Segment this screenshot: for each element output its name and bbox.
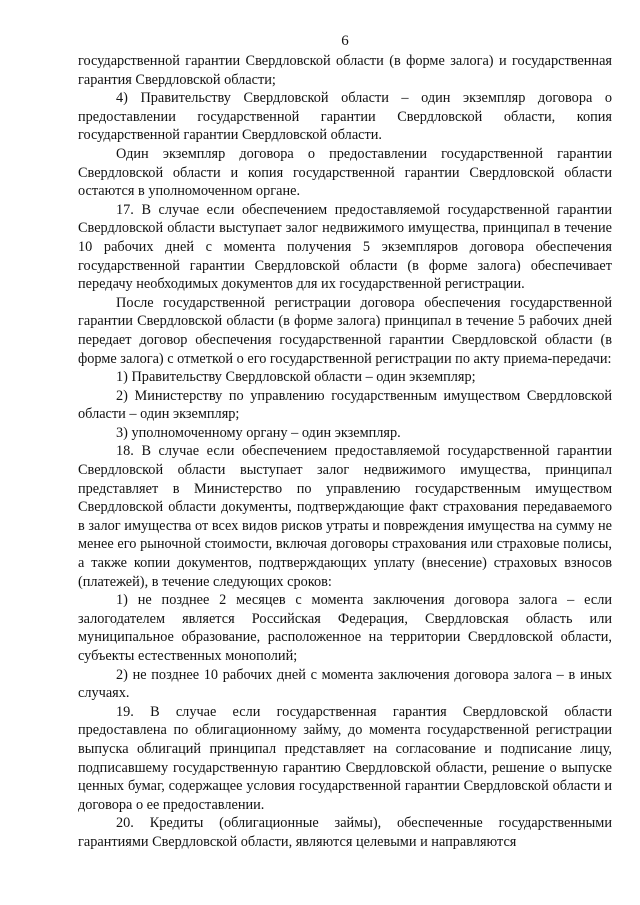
clause-18: 18. В случае если обеспечением предоставляемой государственной гарантии Свердловской области выступает залог недвижимого имущества, принципал представляет в Министерство по управлению государственным имуществом Свердловской области документы, подтверждающие факт страхования передаваемого в залог имущества от всех видов рисков утраты и повреждения имущества на сумму не менее его рыночной стоимости, включая договоры страхования или страховые полисы, а также копии документов, подтверждающих уплату (внесение) страховых взносов (платежей), в течение следующих сроков: <box>78 443 612 590</box>
clause-20: 20. Кредиты (облигационные займы), обеспеченные государственными гарантиями Свердловской области, являются целевыми и направляются <box>78 815 612 850</box>
list-item-4-government: 4) Правительству Свердловской области – один экземпляр договора о предоставлении государственной гарантии Свердловской области, копия государственной гарантии Свердловской области. <box>78 90 612 144</box>
paragraph-guarantee-continuation: государственной гарантии Свердловской области (в форме залога) и государственная гарантия Свердловской области; <box>78 53 612 88</box>
list-item-2-ten-days: 2) не позднее 10 рабочих дней с момента заключения договора залога – в иных случаях. <box>78 666 612 702</box>
paragraph-copy-remains: Один экземпляр договора о предоставлении государственной гарантии Свердловской области и копия государственной гарантии Свердловской области остаются в уполномоченном органе. <box>78 145 612 200</box>
document-page <box>78 32 612 852</box>
paragraph-after-registration: После государственной регистрации договора обеспечения государственной гарантии Свердловской области (в форме залога) принципал в течение 5 рабочих дней передает договор обеспечения государственной гарантии Свердловской области (в форме залога) с отметкой о его государственной регистрации по акту приема-передачи: <box>78 294 612 367</box>
page-number: 6 <box>341 33 349 49</box>
clause-17: 17. В случае если обеспечением предоставляемой государственной гарантии Свердловской области выступает залог недвижимого имущества, принципал в течение 10 рабочих дней с момента получения 5 экземпляров договора обеспечения государственной гарантии Свердловской области (в форме залога) обеспечивает передачу необходимых документов для их государственной регистрации. <box>78 201 612 293</box>
list-item-3-authorized-body: 3) уполномоченному органу – один экземпляр. <box>116 424 401 441</box>
list-item-2-ministry: 2) Министерству по управлению государственным имуществом Свердловской области – один экземпляр; <box>78 387 612 423</box>
clause-19: 19. В случае если государственная гарантия Свердловской области предоставлена по облигационному займу, до момента государственной регистрации выпуска облигаций принципал представляет на согласование и подписание лицу, подписавшему государственную гарантию Свердловской области, решение о выпуске ценных бумаг, содержащее условия государственной гарантии Свердловской области и договора о ее предоставлении. <box>78 703 612 813</box>
list-item-1-government: 1) Правительству Свердловской области – один экземпляр; <box>116 369 476 386</box>
list-item-1-two-months: 1) не позднее 2 месяцев с момента заключения договора залога – если залогодателем является Российская Федерация, Свердловская область или муниципальное образование, расположенное на территории Свердловской области, субъекты естественных монополий; <box>78 592 612 664</box>
